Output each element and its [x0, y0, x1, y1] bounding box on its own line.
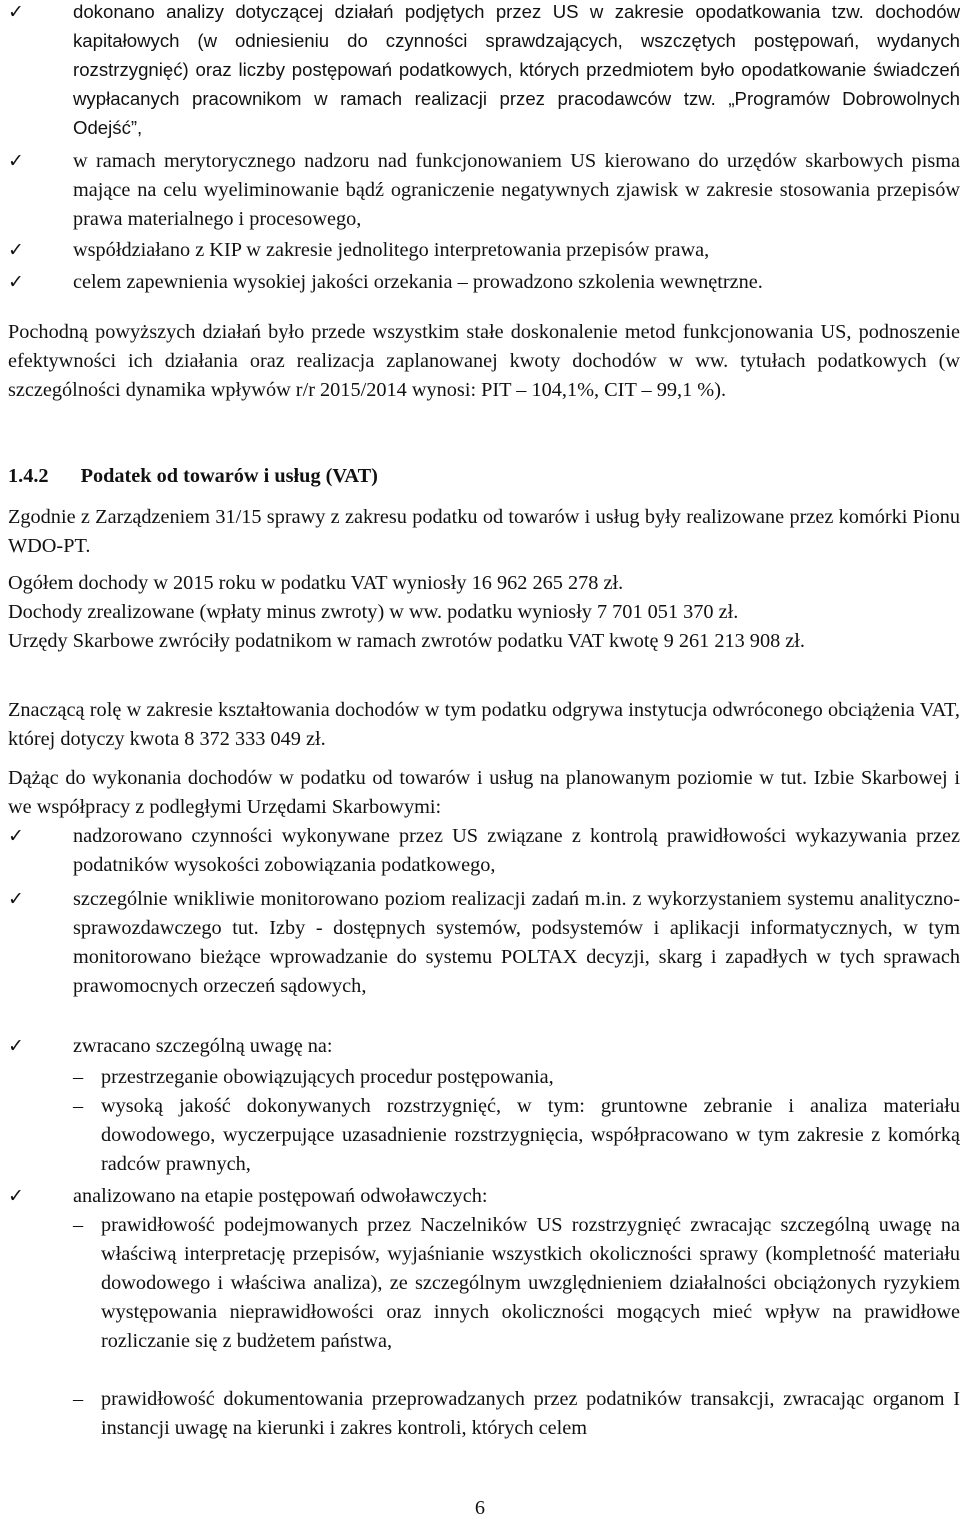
dash-mark: – — [73, 1388, 84, 1410]
paragraph-income-realized: Dochody zrealizowane (wpłaty minus zwroty) w ww. podatku wyniosły 7 701 051 370 zł. — [8, 601, 739, 623]
check-icon: ✓ — [8, 150, 24, 172]
dash-mark: – — [73, 1095, 84, 1117]
section-number: 1.4.2 — [8, 465, 49, 487]
appeals-subitem-1 — [73, 1211, 960, 1356]
dash-mark: – — [73, 1214, 84, 1236]
paragraph-reverse-charge: Znaczącą rolę w zakresie kształtowania dochodów w tym podatku odgrywa instytucja odwróconego obciążenia VAT, której dotyczy kwota 8 372 333 049 zł. — [8, 699, 960, 750]
paragraph-intro: Dążąc do wykonania dochodów w podatku od towarów i usług na planowanym poziomie w tut. Izbie Skarbowej i we współpracy z podległymi Urzędami Skarbowymi: — [8, 767, 960, 818]
dash-mark: – — [73, 1066, 84, 1088]
check-icon: ✓ — [8, 1185, 24, 1207]
attention-subitem-text: wysoką jakość dokonywanych rozstrzygnięć, w tym: gruntowne zebranie i analiza materiału dowodowego, wyczerpujące uzasadnienie rozstrzygnięcia, współpracowano w tym zakresie z komórką radców prawnych, — [101, 1095, 960, 1175]
check-icon: ✓ — [8, 271, 24, 293]
appeals-subitem-text: prawidłowość dokumentowania przeprowadzanych przez podatników transakcji, zwracając organom I instancji uwagę na kierunki i zakres kontroli, których celem — [101, 1388, 960, 1439]
list2-item-text: nadzorowano czynności wykonywane przez US związane z kontrolą prawidłowości wykazywania przez podatników wysokości zobowiązania podatkowego, — [73, 825, 960, 876]
paragraph-income-total: Ogółem dochody w 2015 roku w podatku VAT wyniosły 16 962 265 278 zł. — [8, 572, 624, 594]
list2-item-1 — [8, 822, 960, 880]
appeals-subitem-text: prawidłowość podejmowanych przez Naczelników US rozstrzygnięć zwracając szczególną uwagę na właściwą interpretację przepisów, wyjaśnianie wszystkich okoliczności sprawy (kompletność materiału dowodowego i właściwa analiza), ze szczególnym uwzględnieniem działalności obciążonych ryzykiem występowania nieprawidłowości oraz innych okoliczności mogących mieć wpływ na prawidłowe rozliczanie się z budżetem państwa, — [101, 1214, 960, 1352]
page-number: 6 — [474, 1497, 486, 1519]
top-list-item-text: dokonano analizy dotyczącej działań podjętych przez US w zakresie opodatkowania tzw. dochodów kapitałowych (w odniesieniu do czynności sprawdzających, wszczętych postępowań, wydanych rozstrzygnięć) oraz liczby postępowań podatkowych, których przedmiotem było opodatkowanie świadczeń wypłacanych pracownikom w ramach realizacji przez pracodawców tzw. „Programów Dobrowolnych Odejść”, — [73, 1, 960, 138]
attention-subitem-2 — [73, 1092, 960, 1179]
paragraph-orders: Zgodnie z Zarządzeniem 31/15 sprawy z zakresu podatku od towarów i usług były realizowane przez komórki Pionu WDO-PT. — [8, 506, 960, 557]
check-icon: ✓ — [8, 239, 24, 261]
list2-item-3 — [8, 1032, 960, 1061]
paragraph-refunds: Urzędy Skarbowe zwróciły podatnikom w ramach zwrotów podatku VAT kwotę 9 261 213 908 zł. — [8, 630, 806, 652]
top-list-item-1 — [8, 0, 960, 143]
check-icon: ✓ — [8, 1035, 24, 1057]
top-list-item-4 — [8, 268, 960, 297]
top-list-item-3 — [8, 236, 960, 265]
list2-item-2 — [8, 885, 960, 1001]
paragraph-summary: Pochodną powyższych działań było przede wszystkim stałe doskonalenie metod funkcjonowania US, podnoszenie efektywności ich działania oraz realizacja zaplanowanej kwoty dochodów w ww. tytułach podatkowych (w szczególności dynamika wpływów r/r 2015/2014 wynosi: PIT – 104,1%, CIT – 99,1 %). — [8, 321, 960, 401]
list2-item-text: zwracano szczególną uwagę na: — [73, 1035, 333, 1057]
list2-item-text: szczególnie wnikliwie monitorowano poziom realizacji zadań m.in. z wykorzystaniem systemu analityczno-sprawozdawczego tut. Izby - dostępnych systemów, podsystemów i aplikacji informatycznych, w tym monitorowano bieżące wprowadzanie do systemu POLTAX decyzji, skarg i zapadłych w tych sprawach prawomocnych orzeczeń sądowych, — [73, 888, 960, 997]
top-list-item-text: celem zapewnienia wysokiej jakości orzekania – prowadzono szkolenia wewnętrzne. — [73, 271, 763, 293]
list2-item-4 — [8, 1182, 960, 1211]
top-list-item-text: w ramach merytorycznego nadzoru nad funkcjonowaniem US kierowano do urzędów skarbowych pisma mające na celu wyeliminowanie bądź ograniczenie negatywnych zjawisk w zakresie stosowania przepisów prawa materialnego i procesowego, — [73, 150, 960, 230]
top-list-item-2 — [8, 147, 960, 234]
list2-item-text: analizowano na etapie postępowań odwoławczych: — [73, 1185, 488, 1207]
check-icon: ✓ — [8, 1, 24, 23]
attention-subitem-text: przestrzeganie obowiązujących procedur postępowania, — [101, 1066, 554, 1088]
check-icon: ✓ — [8, 888, 24, 910]
section-title: Podatek od towarów i usług (VAT) — [80, 465, 378, 487]
top-list-item-text: współdziałano z KIP w zakresie jednolitego interpretowania przepisów prawa, — [73, 239, 710, 261]
section-heading — [8, 462, 378, 491]
appeals-subitem-2 — [73, 1385, 960, 1443]
attention-subitem-1 — [73, 1063, 960, 1092]
check-icon: ✓ — [8, 825, 24, 847]
